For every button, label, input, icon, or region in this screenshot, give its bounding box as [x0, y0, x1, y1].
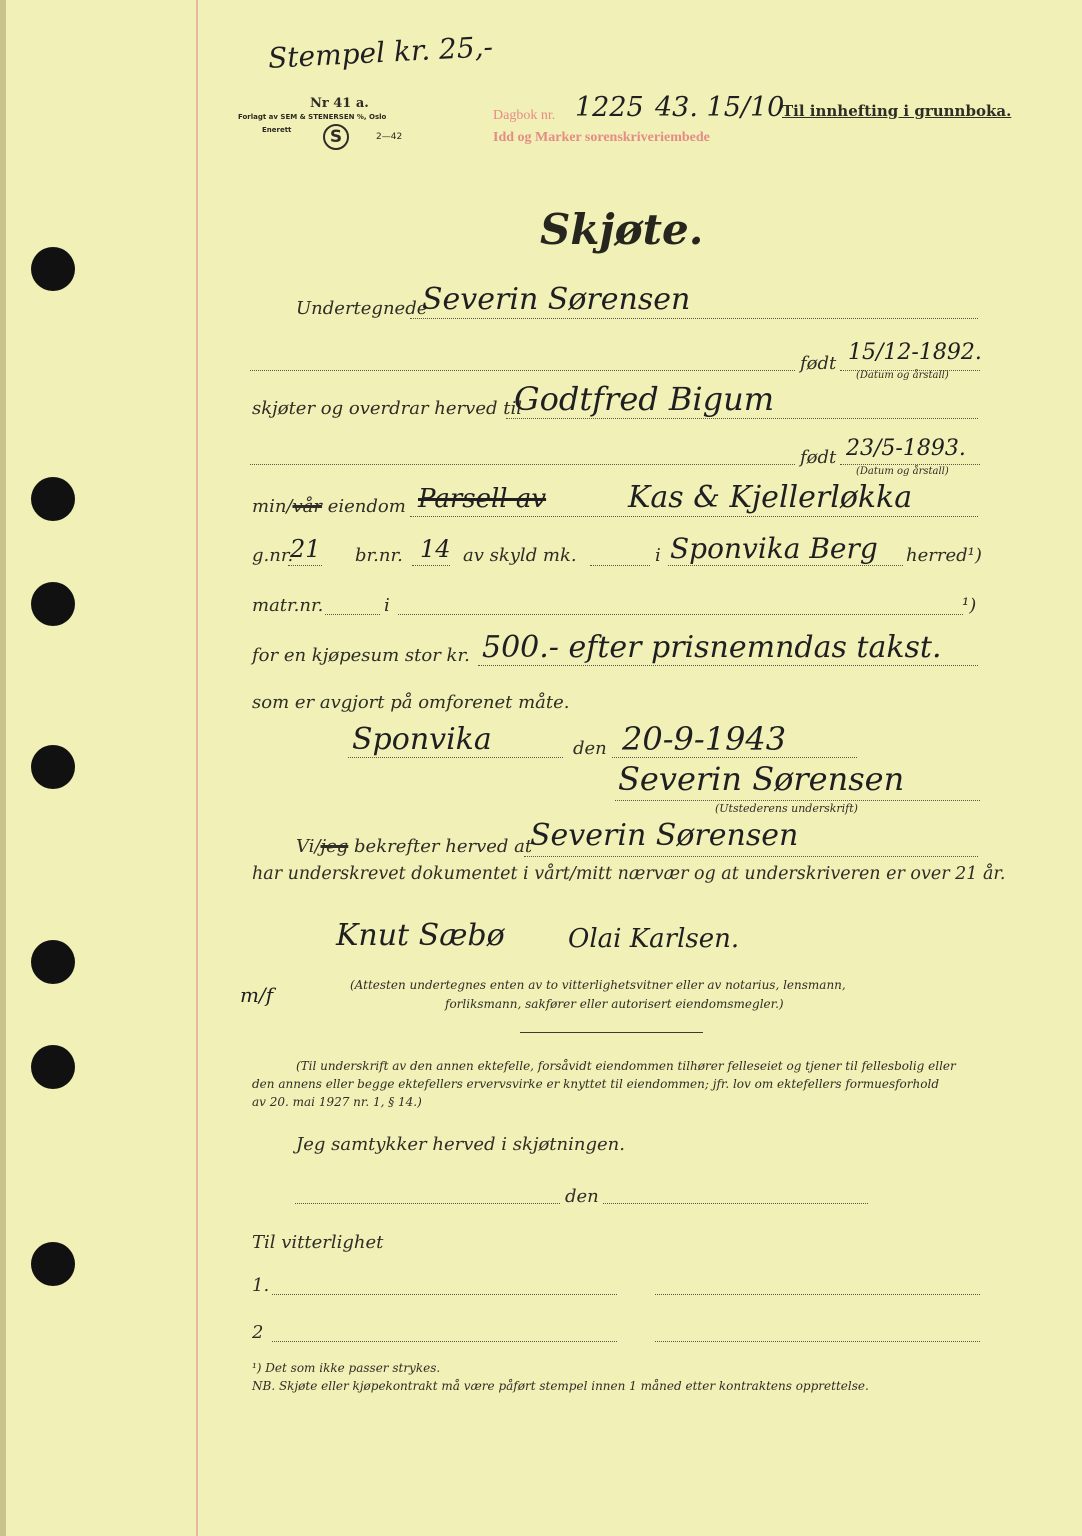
binder-hole: [31, 940, 75, 984]
matr-i-label: i: [384, 595, 390, 616]
kjopesum-value: 500.- efter prisnemndas takst.: [482, 630, 942, 665]
herred-label: herred¹): [906, 545, 982, 566]
datum-hint-2: (Datum og årstall): [856, 466, 949, 477]
fodt-label: født: [800, 353, 837, 374]
matr-i-line: [398, 614, 963, 615]
vitterlighet-item-1: 1.: [252, 1275, 270, 1296]
vi-jeg-row: [296, 836, 532, 857]
bekrefter-label: bekrefter herved at: [354, 836, 533, 857]
issuer-caption: (Utstederens underskrift): [715, 802, 858, 815]
eiendom-line: [410, 516, 978, 517]
binder-hole: [31, 582, 75, 626]
skyld-line: [590, 565, 650, 566]
eiendom-label: eiendom: [327, 496, 406, 517]
binder-hole: [31, 1045, 75, 1089]
kjopesum-line: [478, 665, 978, 666]
spouse-note-3: av 20. mai 1927 nr. 1, § 14.): [252, 1095, 422, 1109]
matr-note: ¹): [962, 595, 977, 616]
vitterlighet-line-1b: [655, 1294, 980, 1295]
spouse-den-label: den: [565, 1186, 599, 1207]
spouse-place-line: [295, 1203, 560, 1204]
fodt-label-2: født: [800, 447, 837, 468]
attest-line-1: (Attesten undertegnes enten av to vitterlighetsvitner eller av notarius, lensmann,: [350, 978, 846, 992]
vi-jeg: jeg: [320, 836, 349, 857]
eiendom-row: [252, 496, 406, 517]
separator: [520, 1032, 703, 1033]
witnessed-name: Severin Sørensen: [530, 818, 799, 853]
binder-hole: [31, 477, 75, 521]
datum-hint: (Datum og årstall): [856, 370, 949, 381]
skyld-label: av skyld mk.: [463, 545, 577, 566]
buyer-name: Godtfred Bigum: [514, 380, 775, 418]
avgjort-label: som er avgjort på omforenet måte.: [252, 692, 570, 713]
form-number: Nr 41 a.: [310, 96, 369, 111]
buyer-line: [506, 418, 978, 419]
binder-hole: [31, 247, 75, 291]
page-edge: [0, 0, 6, 1536]
spouse-date-line: [603, 1203, 868, 1204]
form-date: 2—42: [376, 132, 403, 142]
footnote-2: NB. Skjøte eller kjøpekontrakt må være påført stempel innen 1 måned etter kontraktens opprettelse.: [252, 1379, 869, 1393]
stamp-note: Stempel kr. 25,-: [267, 30, 494, 75]
buyer-extra-line: [250, 464, 795, 465]
kjopesum-label: for en kjøpesum stor kr.: [252, 645, 470, 666]
matr-line: [325, 614, 380, 615]
witness-signature-1: Knut Sæbø: [336, 918, 505, 953]
vitterlighet-item-2: 2: [252, 1322, 264, 1343]
matr-label: matr.nr.: [252, 595, 324, 616]
herred-i-label: i: [655, 545, 661, 566]
eiendom-value: Kas & Kjellerløkka: [628, 480, 913, 515]
undertegnede-label: Undertegnede: [296, 298, 428, 319]
binder-hole: [31, 1242, 75, 1286]
footnote-1: ¹) Det som ikke passer strykes.: [252, 1361, 441, 1375]
document-title: Skjøte.: [540, 205, 704, 254]
den-label: den: [573, 738, 607, 759]
publisher-logo: S: [323, 124, 349, 150]
vitterlighet-line-2a: [272, 1341, 617, 1342]
margin-line: [196, 0, 198, 1536]
issuer-signature: Severin Sørensen: [618, 760, 905, 798]
herred-value: Sponvika Berg: [670, 532, 878, 565]
brnr-line: [412, 565, 450, 566]
place-line: [348, 757, 563, 758]
til-innhefting-label: Til innhefting i grunnboka.: [782, 102, 1012, 120]
seller-line: [410, 318, 978, 319]
seller-extra-line: [250, 370, 795, 371]
witness-statement: har underskrevet dokumentet i vårt/mitt nærvær og at underskriveren er over 21 år.: [252, 864, 1006, 884]
eiendom-struck: Parsell av: [418, 484, 547, 514]
witness-signature-2: Olai Karlsen.: [568, 924, 740, 954]
sign-place: Sponvika: [352, 722, 492, 757]
vitterlighet-line-2b: [655, 1341, 980, 1342]
attest-line-2: forliksmann, sakfører eller autorisert eiendomsmegler.): [445, 997, 784, 1011]
vi-prefix: Vi/: [296, 836, 321, 857]
herred-line: [668, 565, 903, 566]
publisher-line: Forlagt av SEM & STENERSEN %, Oslo: [238, 113, 387, 121]
skjoter-label: skjøter og overdrar herved til: [252, 398, 522, 419]
brnr-label: br.nr.: [355, 545, 403, 566]
spouse-note-2: den annens eller begge ektefellers ervervsvirke er knyttet til eiendommen; jfr. lov om ektefellers formuesforhold: [252, 1077, 939, 1091]
eiendom-var: vår: [292, 496, 322, 517]
witness-margin-note: m/f: [240, 983, 274, 1007]
seller-birth: 15/12-1892.: [848, 340, 982, 365]
buyer-birth: 23/5-1893.: [846, 436, 966, 461]
spouse-note-1: (Til underskrift av den annen ektefelle, forsåvidt eiendommen tilhører felleseiet og tjener til fellesbolig eller: [296, 1059, 956, 1073]
dagbok-number: 1225: [575, 92, 644, 123]
dagbok-year-date: 43. 15/10: [655, 92, 785, 123]
gnr-label: g.nr.: [252, 545, 294, 566]
spouse-consent: Jeg samtykker herved i skjøtningen.: [296, 1134, 625, 1155]
buyer-birth-line: [840, 464, 980, 465]
binder-hole: [31, 745, 75, 789]
dagbok-label: Dagbok nr.: [493, 108, 556, 123]
gnr-value: 21: [290, 535, 321, 563]
publisher-enerett: Enerett: [262, 126, 292, 134]
vitterlighet-line-1a: [272, 1294, 617, 1295]
seller-name: Severin Sørensen: [422, 282, 691, 317]
signature-line: [615, 800, 980, 801]
eiendom-prefix: min/: [252, 496, 293, 517]
registry-stamp: Idd og Marker sorenskriveriembede: [493, 130, 710, 145]
brnr-value: 14: [420, 535, 451, 563]
vitterlighet-heading: Til vitterlighet: [252, 1232, 384, 1253]
witnessed-line: [524, 856, 978, 857]
gnr-line: [288, 565, 322, 566]
sign-date: 20-9-1943: [622, 720, 787, 758]
